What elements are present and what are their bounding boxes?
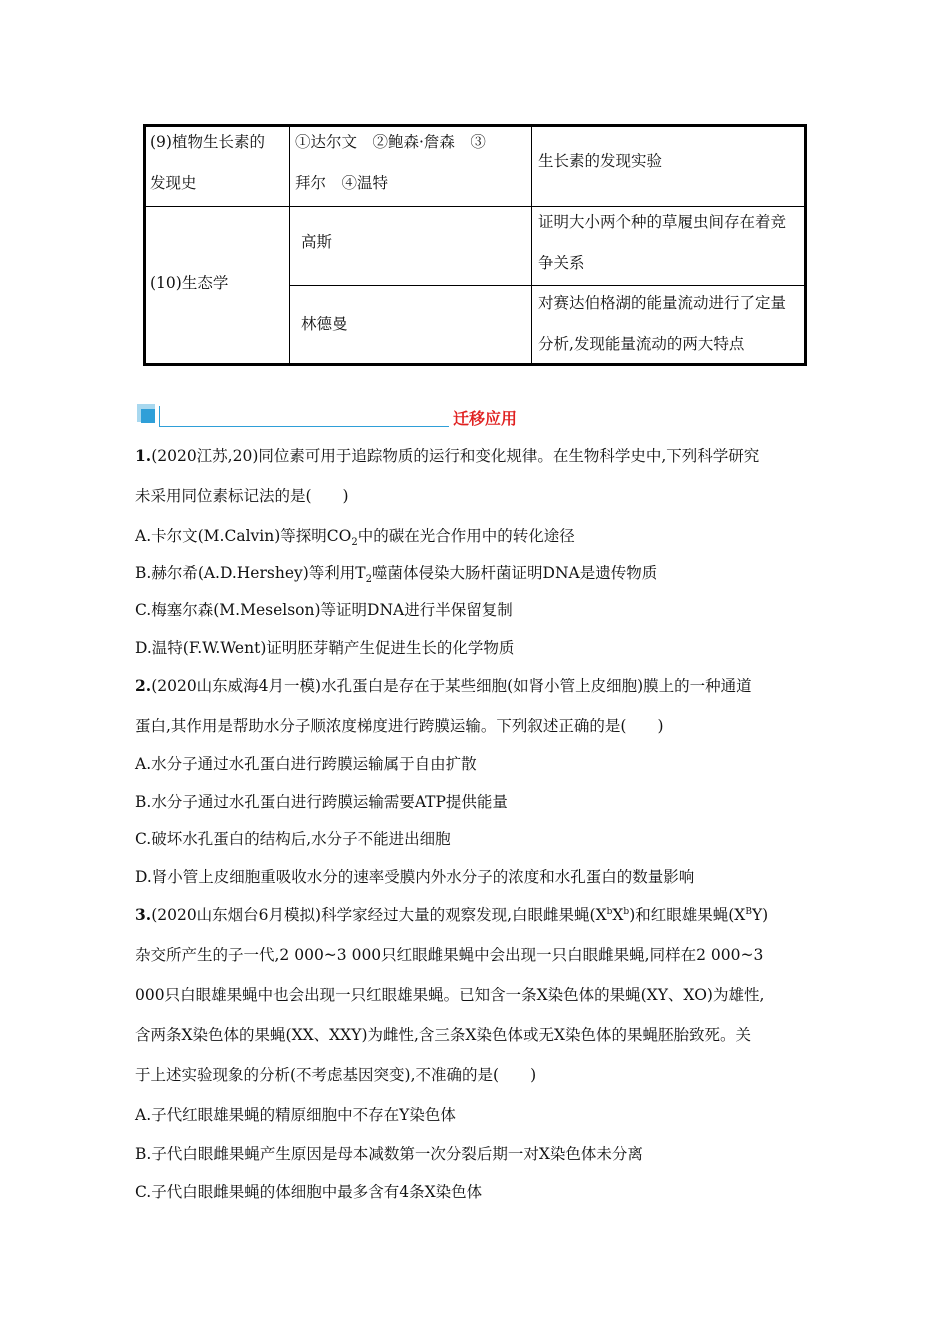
cell-line: 发现史 (150, 174, 197, 192)
question-3-stem-cont: 含两条X染色体的果蝇(XX、XXY)为雌性,含三条X染色体或无X染色体的果蝇胚胎致死。关 (135, 1026, 751, 1044)
table-cell-desc (538, 283, 786, 365)
question-number: 1. (135, 446, 152, 465)
cell-line: 证明大小两个种的草履虫间存在着竞 (538, 213, 787, 231)
subscript: 2 (365, 574, 373, 586)
question-2-stem-cont: 蛋白,其作用是帮助水分子顺浓度梯度进行跨膜运输。下列叙述正确的是( ) (135, 717, 664, 735)
question-3-stem-cont: 于上述实验现象的分析(不考虑基因突变),不准确的是( ) (135, 1066, 537, 1084)
question-3-stem-cont: 000只白眼雄果蝇中也会出现一只红眼雄果蝇。已知含一条X染色体的果蝇(XY、XO)为雄性, (135, 986, 765, 1004)
section-title: 迁移应用 (453, 409, 518, 428)
question-3-option-a: A.子代红眼雄果蝇的精原细胞中不存在Y染色体 (135, 1106, 456, 1124)
superscript: B (745, 906, 752, 917)
stem-text: )和红眼雄果蝇(X (629, 906, 746, 924)
question-3-stem-cont: 杂交所产生的子一代,2 000~3 000只红眼雌果蝇中会出现一只白眼雌果蝇,同样在2 000~3 (135, 946, 764, 964)
question-number: 2. (135, 676, 152, 695)
question-1-option-b (135, 561, 657, 585)
history-table (143, 124, 807, 366)
question-1-option-a (135, 524, 575, 548)
section-divider (159, 426, 449, 427)
question-3-stem (135, 903, 768, 925)
table-divider (531, 127, 532, 363)
table-cell-topic: (10)生态学 (150, 274, 229, 292)
question-2-option-d: D.肾小管上皮细胞重吸收水分的速率受膜内外水分子的浓度和水孔蛋白的数量影响 (135, 868, 695, 886)
subscript: 2 (351, 537, 358, 549)
section-square-icon (141, 409, 155, 423)
table-divider (289, 127, 290, 363)
cell-line: 争关系 (538, 254, 585, 272)
stem-text: Y) (751, 906, 769, 924)
question-2-option-c: C.破坏水孔蛋白的结构后,水分子不能进出细胞 (135, 830, 451, 848)
question-3-option-c: C.子代白眼雌果蝇的体细胞中最多含有4条X染色体 (135, 1183, 483, 1201)
superscript: b (606, 906, 613, 917)
question-1-stem-cont: 未采用同位素标记法的是( ) (135, 487, 349, 505)
question-1-stem (135, 444, 759, 466)
table-cell-desc: 生长素的发现实验 (538, 152, 663, 170)
superscript: b (623, 906, 630, 917)
question-1-option-d: D.温特(F.W.Went)证明胚芽鞘产生促进生长的化学物质 (135, 639, 515, 657)
option-text: B.赫尔希(A.D.Hershey)等利用T (135, 564, 366, 582)
table-cell-people (295, 122, 486, 204)
option-text: 噬菌体侵染大肠杆菌证明DNA是遗传物质 (372, 564, 658, 582)
section-divider (159, 406, 160, 426)
section-header (135, 402, 815, 430)
question-2-option-a: A.水分子通过水孔蛋白进行跨膜运输属于自由扩散 (135, 755, 477, 773)
stem-text: (2020山东烟台6月模拟)科学家经过大量的观察发现,白眼雌果蝇(X (151, 906, 607, 924)
cell-line: 拜尔 ④温特 (295, 174, 389, 192)
option-text: 中的碳在光合作用中的转化途径 (357, 527, 575, 545)
cell-line: (9)植物生长素的 (150, 133, 265, 151)
cell-line: 对赛达伯格湖的能量流动进行了定量 (538, 294, 787, 312)
cell-line: 分析,发现能量流动的两大特点 (538, 335, 745, 353)
cell-line: ①达尔文 ②鲍森·詹森 ③ (295, 133, 486, 151)
stem-text: X (612, 906, 624, 924)
question-number: 3. (135, 905, 152, 924)
question-2-option-b: B.水分子通过水孔蛋白进行跨膜运输需要ATP提供能量 (135, 793, 508, 811)
table-cell-desc (538, 202, 786, 284)
stem-text: (2020江苏,20)同位素可用于追踪物质的运行和变化规律。在生物科学史中,下列科学研究 (151, 447, 760, 465)
question-1-option-c: C.梅塞尔森(M.Meselson)等证明DNA进行半保留复制 (135, 601, 513, 619)
table-cell-person: 高斯 (301, 233, 333, 251)
question-2-stem (135, 674, 752, 696)
table-cell-topic (150, 122, 265, 204)
stem-text: (2020山东威海4月一模)水孔蛋白是存在于某些细胞(如肾小管上皮细胞)膜上的一种通道 (151, 677, 752, 695)
table-cell-person: 林德曼 (301, 315, 348, 333)
option-text: A.卡尔文(M.Calvin)等探明CO (135, 527, 352, 545)
question-3-option-b: B.子代白眼雌果蝇产生原因是母本减数第一次分裂后期一对X染色体未分离 (135, 1145, 643, 1163)
